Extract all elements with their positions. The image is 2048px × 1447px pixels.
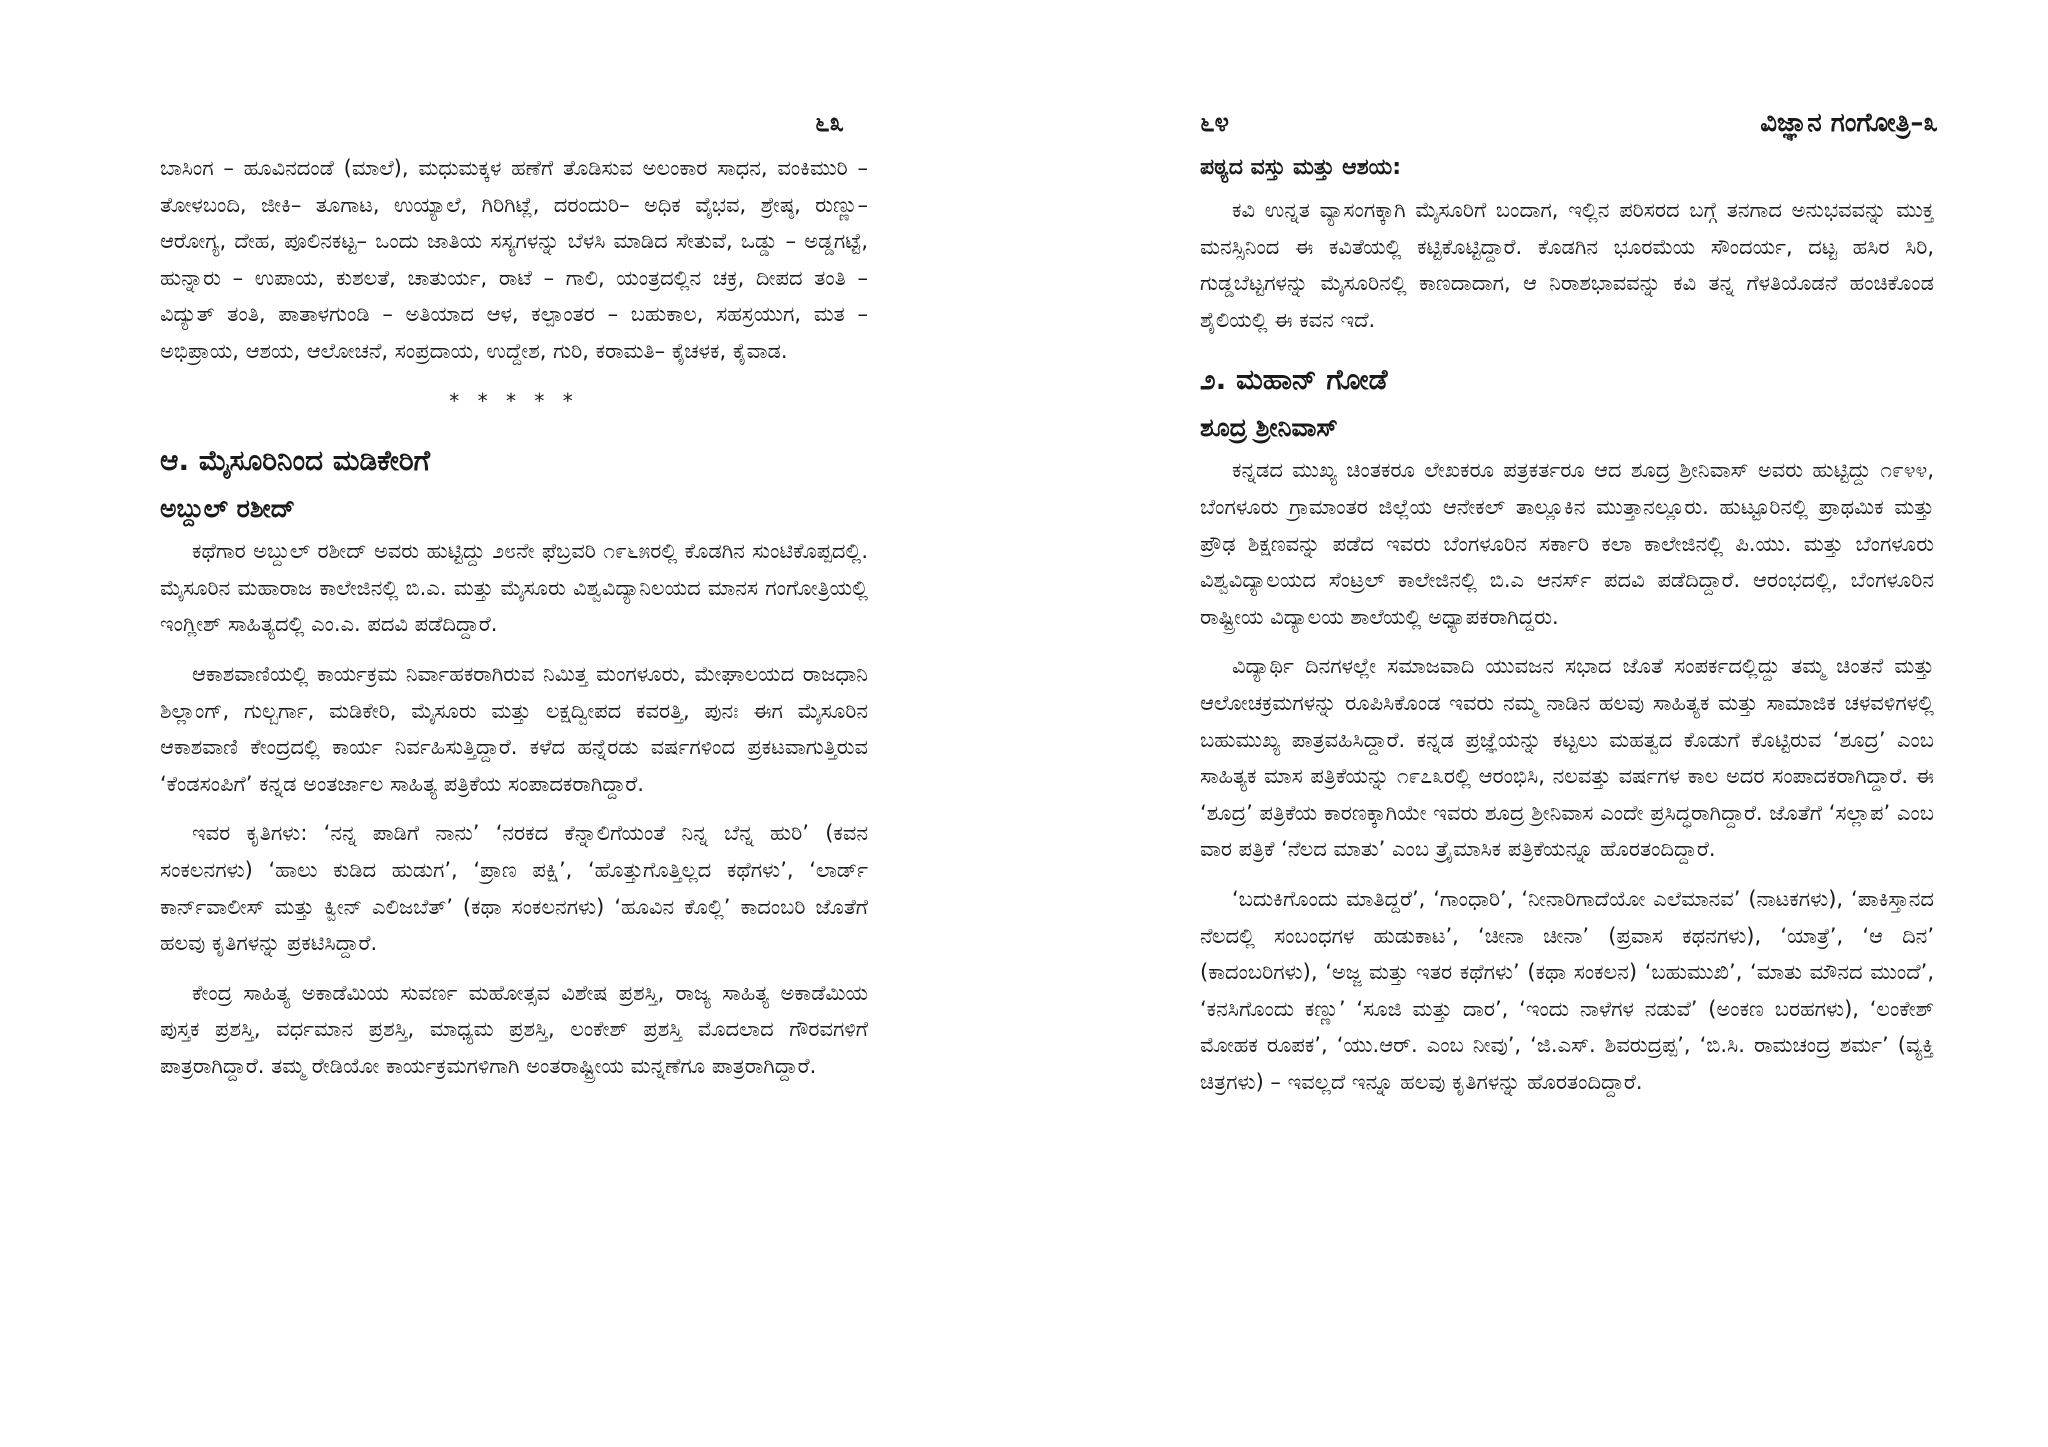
theme-paragraph: ಕವಿ ಉನ್ನತ ವ್ಯಾಸಂಗಕ್ಕಾಗಿ ಮೈಸೂರಿಗೆ ಬಂದಾಗ, ಇಲ್ಲಿನ ಪರಿಸರದ ಬಗ್ಗೆ ತನಗಾದ ಅನುಭವವನ್ನು ಮುಕ್ತ ಮನಸ್ಸಿನಿಂದ ಈ ಕವಿತೆಯಲ್ಲಿ ಕಟ್ಟಿಕೊಟ್ಟಿದ್ದಾರೆ. ಕೊಡಗಿನ ಭೂರಮೆಯ ಸೌಂದರ್ಯ, ದಟ್ಟ ಹಸಿರ ಸಿರಿ, ಗುಡ್ಡಬೆಟ್ಟಗಳನ್ನು ಮೈಸೂರಿನಲ್ಲಿ ಕಾಣದಾದಾಗ, ಆ ನಿರಾಶಭಾವವನ್ನು ಕವಿ ತನ್ನ ಗೆಳತಿಯೊಡನೆ ಹಂಚಿಕೊಂಡ ಶೈಲಿಯಲ್ಲಿ ಈ ಕವನ ಇದೆ.: [1200, 198, 1934, 332]
bio-paragraph: ಇವರ ಕೃತಿಗಳು: ‘ನನ್ನ ಪಾಡಿಗೆ ನಾನು’ ‘ನರಕದ ಕೆನ್ನಾಲಿಗೆಯಂತೆ ನಿನ್ನ ಬೆನ್ನ ಹುರಿ’ (ಕವನ ಸಂಕಲನಗಳು) ‘ಹಾಲು ಕುಡಿದ ಹುಡುಗ’, ‘ಪ್ರಾಣ ಪಕ್ಷಿ’, ‘ಹೊತ್ತುಗೊತ್ತಿಲ್ಲದ ಕಥೆಗಳು’, ‘ಲಾರ್ಡ್ ಕಾರ್ನ್‌ವಾಲೀಸ್ ಮತ್ತು ಕ್ವೀನ್ ಎಲಿಜಬೆತ್’ (ಕಥಾ ಸಂಕಲನಗಳು) ‘ಹೂವಿನ ಕೊಲ್ಲಿ’ ಕಾದಂಬರಿ ಜೊತೆಗೆ ಹಲವು ಕೃತಿಗಳನ್ನು ಪ್ರಕಟಿಸಿದ್ದಾರೆ.: [160, 821, 868, 956]
author-name-shudra-srinivas: ಶೂದ್ರ ಶ್ರೀನಿವಾಸ್: [1200, 413, 1338, 443]
glossary-paragraph: ಬಾಸಿಂಗ – ಹೂವಿನದಂಡೆ (ಮಾಲೆ), ಮಧುಮಕ್ಕಳ ಹಣೆಗೆ ತೊಡಿಸುವ ಅಲಂಕಾರ ಸಾಧನ, ವಂಕಿಮುರಿ – ತೋಳಬಂದಿ, ಜೀಕಿ– ತೂಗಾಟ, ಉಯ್ಯಾಲೆ, ಗಿರಿಗಿಟ್ಲೆ, ದರಂದುರಿ– ಅಧಿಕ ವೈಭವ, ಶ್ರೇಷ್ಠ, ರುಣ್ಣು– ಆರೋಗ್ಯ, ದೇಹ, ಪೂಲಿನಕಟ್ಟ– ಒಂದು ಜಾತಿಯ ಸಸ್ಯಗಳನ್ನು ಬೆಳಸಿ ಮಾಡಿದ ಸೇತುವೆ, ಒಡ್ಡು – ಅಡ್ಡಗಟ್ಟೆ, ಹುನ್ನಾರು – ಉಪಾಯ, ಕುಶಲತೆ, ಚಾತುರ್ಯ, ರಾಟೆ – ಗಾಲಿ, ಯಂತ್ರದಲ್ಲಿನ ಚಕ್ರ, ದೀಪದ ತಂತಿ – ವಿದ್ಯುತ್ ತಂತಿ, ಪಾತಾಳಗುಂಡಿ – ಅತಿಯಾದ ಆಳ, ಕಲ್ಪಾಂತರ – ಬಹುಕಾಲ, ಸಹಸ್ರಯುಗ, ಮತ – ಅಭಿಪ್ರಾಯ, ಆಶಯ, ಆಲೋಚನೆ, ಸಂಪ್ರದಾಯ, ಉದ್ದೇಶ, ಗುರಿ, ಕರಾಮತಿ– ಕೈಚಳಕ, ಕೈವಾಡ.: [160, 156, 868, 363]
author-name-abdul-rasheed: ಅಬ್ದುಲ್ ರಶೀದ್: [160, 494, 296, 524]
content-and-theme-heading: ಪಠ್ಯದ ವಸ್ತು ಮತ್ತು ಆಶಯ:: [1200, 155, 1402, 180]
bio-paragraph: ಆಕಾಶವಾಣಿಯಲ್ಲಿ ಕಾರ್ಯಕ್ರಮ ನಿರ್ವಾಹಕರಾಗಿರುವ ನಿಮಿತ್ತ ಮಂಗಳೂರು, ಮೇಘಾಲಯದ ರಾಜಧಾನಿ ಶಿಲ್ಲಾಂಗ್, ಗುಲ್ಬರ್ಗಾ, ಮಡಿಕೇರಿ, ಮೈಸೂರು ಮತ್ತು ಲಕ್ಷದ್ವೀಪದ ಕವರತ್ತಿ, ಪುನಃ ಈಗ ಮೈಸೂರಿನ ಆಕಾಶವಾಣಿ ಕೇಂದ್ರದಲ್ಲಿ ಕಾರ್ಯ ನಿರ್ವಹಿಸುತ್ತಿದ್ದಾರೆ. ಕಳೆದ ಹನ್ನೆರಡು ವರ್ಷಗಳಿಂದ ಪ್ರಕಟವಾಗುತ್ತಿರುವ ‘ಕೆಂಡಸಂಪಿಗೆ’ ಕನ್ನಡ ಅಂತರ್ಜಾಲ ಸಾಹಿತ್ಯ ಪತ್ರಿಕೆಯ ಸಂಪಾದಕರಾಗಿದ್ದಾರೆ.: [160, 661, 868, 796]
right-page-number: ೬೪: [1200, 108, 1230, 138]
left-page-number: ೬೩: [815, 108, 845, 138]
bio-paragraph: ಕೇಂದ್ರ ಸಾಹಿತ್ಯ ಅಕಾಡೆಮಿಯ ಸುವರ್ಣ ಮಹೋತ್ಸವ ವಿಶೇಷ ಪ್ರಶಸ್ತಿ, ರಾಜ್ಯ ಸಾಹಿತ್ಯ ಅಕಾಡೆಮಿಯ ಪುಸ್ತಕ ಪ್ರಶಸ್ತಿ, ವರ್ಧಮಾನ ಪ್ರಶಸ್ತಿ, ಮಾಧ್ಯಮ ಪ್ರಶಸ್ತಿ, ಲಂಕೇಶ್ ಪ್ರಶಸ್ತಿ ಮೊದಲಾದ ಗೌರವಗಳಿಗೆ ಪಾತ್ರರಾಗಿದ್ದಾರೆ. ತಮ್ಮ ರೇಡಿಯೋ ಕಾರ್ಯಕ್ರಮಗಳಿಗಾಗಿ ಅಂತರಾಷ್ಟ್ರೀಯ ಮನ್ನಣೆಗೂ ಪಾತ್ರರಾಗಿದ್ದಾರೆ.: [160, 980, 868, 1078]
section-title-great-wall: ೨. ಮಹಾನ್ ಗೋಡೆ: [1200, 363, 1388, 397]
bio-paragraph: ‘ಬದುಕಿಗೊಂದು ಮಾತಿದ್ದರೆ’, ‘ಗಾಂಧಾರಿ’, ‘ನೀನಾರಿಗಾದೆಯೋ ಎಲೆಮಾನವ’ (ನಾಟಕಗಳು), ‘ಪಾಕಿಸ್ತಾನದ ನೆಲದಲ್ಲಿ ಸಂಬಂಧಗಳ ಹುಡುಕಾಟ’, ‘ಚೀನಾ ಚೀನಾ’ (ಪ್ರವಾಸ ಕಥನಗಳು), ‘ಯಾತ್ರೆ’, ‘ಆ ದಿನ’ (ಕಾದಂಬರಿಗಳು), ‘ಅಜ್ಜ ಮತ್ತು ಇತರ ಕಥೆಗಳು’ (ಕಥಾ ಸಂಕಲನ) ‘ಬಹುಮುಖಿ’, ‘ಮಾತು ಮೌನದ ಮುಂದೆ’, ‘ಕನಸಿಗೊಂದು ಕಣ್ಣು’ ‘ಸೂಜಿ ಮತ್ತು ದಾರ’, ‘ಇಂದು ನಾಳೆಗಳ ನಡುವೆ’ (ಅಂಕಣ ಬರಹಗಳು), ‘ಲಂಕೇಶ್ ಮೋಹಕ ರೂಪಕ’, ‘ಯು.ಆರ್. ಎಂಬ ನೀವು’, ‘ಜಿ.ಎಸ್. ಶಿವರುದ್ರಪ್ಪ’, ‘ಬಿ.ಸಿ. ರಾಮಚಂದ್ರ ಶರ್ಮ’ (ವ್ಯಕ್ತಿ ಚಿತ್ರಗಳು) – ಇವಲ್ಲದೆ ಇನ್ನೂ ಹಲವು ಕೃತಿಗಳನ್ನು ಹೊರತಂದಿದ್ದಾರೆ.: [1200, 886, 1934, 1094]
section-divider-stars: * * * * *: [449, 388, 579, 413]
left-text-column: [160, 150, 868, 1097]
running-head: ವಿಜ್ಞಾನ ಗಂಗೋತ್ರಿ–೩: [1760, 108, 1938, 138]
right-text-column: [1200, 150, 1934, 1113]
bio-paragraph: ಕನ್ನಡದ ಮುಖ್ಯ ಚಿಂತಕರೂ ಲೇಖಕರೂ ಪತ್ರಕರ್ತರೂ ಆದ ಶೂದ್ರ ಶ್ರೀನಿವಾಸ್ ಅವರು ಹುಟ್ಟಿದ್ದು ೧೯೪೪, ಬೆಂಗಳೂರು ಗ್ರಾಮಾಂತರ ಜಿಲ್ಲೆಯ ಆನೇಕಲ್ ತಾಲ್ಲೂಕಿನ ಮುತ್ತಾನಲ್ಲೂರು. ಹುಟ್ಟೂರಿನಲ್ಲಿ ಪ್ರಾಥಮಿಕ ಮತ್ತು ಪ್ರೌಢ ಶಿಕ್ಷಣವನ್ನು ಪಡೆದ ಇವರು ಬೆಂಗಳೂರಿನ ಸರ್ಕಾರಿ ಕಲಾ ಕಾಲೇಜಿನಲ್ಲಿ ಪಿ.ಯು. ಮತ್ತು ಬೆಂಗಳೂರು ವಿಶ್ವವಿದ್ಯಾಲಯದ ಸೆಂಟ್ರಲ್ ಕಾಲೇಜಿನಲ್ಲಿ ಬಿ.ಎ ಆನರ್ಸ್ ಪದವಿ ಪಡೆದಿದ್ದಾರೆ. ಆರಂಭದಲ್ಲಿ, ಬೆಂಗಳೂರಿನ ರಾಷ್ಟ್ರೀಯ ವಿದ್ಯಾಲಯ ಶಾಲೆಯಲ್ಲಿ ಅಧ್ಯಾಪಕರಾಗಿದ್ದರು.: [1200, 458, 1934, 629]
bio-paragraph: ವಿದ್ಯಾರ್ಥಿ ದಿನಗಳಲ್ಲೇ ಸಮಾಜವಾದಿ ಯುವಜನ ಸಭಾದ ಜೊತೆ ಸಂಪರ್ಕದಲ್ಲಿದ್ದು ತಮ್ಮ ಚಿಂತನೆ ಮತ್ತು ಆಲೋಚಕ್ರಮಗಳನ್ನು ರೂಪಿಸಿಕೊಂಡ ಇವರು ನಮ್ಮ ನಾಡಿನ ಹಲವು ಸಾಹಿತ್ಯಕ ಮತ್ತು ಸಾಮಾಜಿಕ ಚಳವಳಿಗಳಲ್ಲಿ ಬಹುಮುಖ್ಯ ಪಾತ್ರವಹಿಸಿದ್ದಾರೆ. ಕನ್ನಡ ಪ್ರಜ್ಞೆಯನ್ನು ಕಟ್ಟಲು ಮಹತ್ವದ ಕೊಡುಗೆ ಕೊಟ್ಟಿರುವ ‘ಶೂದ್ರ’ ಎಂಬ ಸಾಹಿತ್ಯಕ ಮಾಸ ಪತ್ರಿಕೆಯನ್ನು ೧೯೭೩ರಲ್ಲಿ ಆರಂಭಿಸಿ, ನಲವತ್ತು ವರ್ಷಗಳ ಕಾಲ ಅದರ ಸಂಪಾದಕರಾಗಿದ್ದಾರೆ. ಈ ‘ಶೂದ್ರ’ ಪತ್ರಿಕೆಯ ಕಾರಣಕ್ಕಾಗಿಯೇ ಇವರು ಶೂದ್ರ ಶ್ರೀನಿವಾಸ ಎಂದೇ ಪ್ರಸಿದ್ಧರಾಗಿದ್ದಾರೆ. ಜೊತೆಗೆ ‘ಸಲ್ಲಾಪ’ ಎಂಬ ವಾರ ಪತ್ರಿಕೆ ‘ನೆಲದ ಮಾತು’ ಎಂಬ ತ್ರೈಮಾಸಿಕ ಪತ್ರಿಕೆಯನ್ನೂ ಹೊರತಂದಿದ್ದಾರೆ.: [1200, 654, 1934, 862]
section-title-mysore-to-madikeri: ಆ. ಮೈಸೂರಿನಿಂದ ಮಡಿಕೇರಿಗೆ: [160, 444, 430, 478]
right-page: [1024, 0, 2048, 1447]
bio-paragraph: ಕಥೆಗಾರ ಅಬ್ದುಲ್ ರಶೀದ್ ಅವರು ಹುಟ್ಟಿದ್ದು ೨೮ನೇ ಫೆಬ್ರವರಿ ೧೯೬೫ರಲ್ಲಿ ಕೊಡಗಿನ ಸುಂಟಿಕೊಪ್ಪದಲ್ಲಿ. ಮೈಸೂರಿನ ಮಹಾರಾಜ ಕಾಲೇಜಿನಲ್ಲಿ ಬಿ.ಎ. ಮತ್ತು ಮೈಸೂರು ವಿಶ್ವವಿದ್ಯಾನಿಲಯದ ಮಾನಸ ಗಂಗೋತ್ರಿಯಲ್ಲಿ ಇಂಗ್ಲೀಶ್ ಸಾಹಿತ್ಯದಲ್ಲಿ ಎಂ.ಎ. ಪದವಿ ಪಡೆದಿದ್ದಾರೆ.: [160, 539, 868, 637]
